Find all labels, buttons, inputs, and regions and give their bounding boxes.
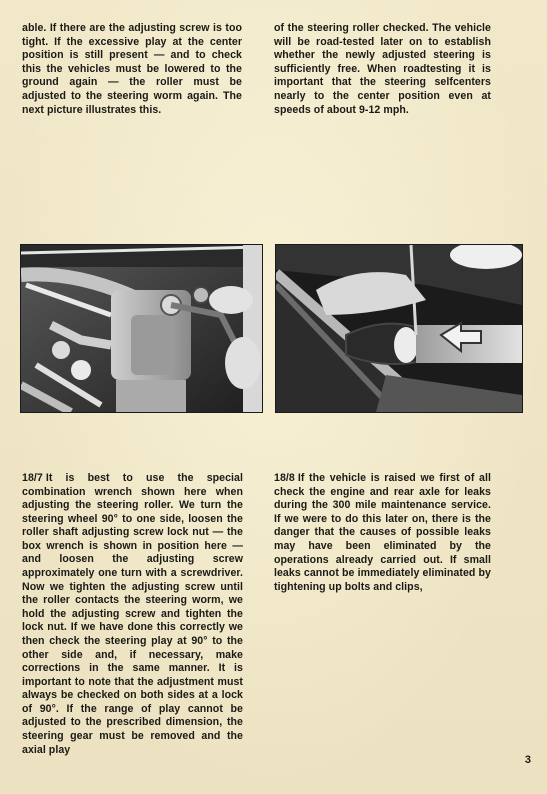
axle-inspection-photo <box>276 245 522 412</box>
steering-box-illustration <box>21 245 262 412</box>
top-left-paragraph <box>22 22 242 117</box>
section-18-7-text: It is best to use the special combination wrench shown here when adjusting the steering roller. We turn the steering wheel 90° to one side, loosen the roller shaft adjusting screw lock nut — the box wrench is shown in position here — and loosen the adjusting screw approximately one turn with a screwdriver. Now we tighten the adjusting screw until the roller contacts the steering worm, we hold the adjusting screw and tighten the lock nut. If we have done this correctly we then check the steering play at 90° to the other side and, if necessary, make corrections in the same manner. It is important to note that the adjustment must always be checked on both sides at a lock of 90°. If the range of play cannot be adjusted to the prescribed dimension, the steering gear must be removed and the axial play <box>22 472 243 756</box>
top-left-text: able. If there are the adjusting screw is too tight. If the excessive play at the center position is still present — and to check this the vehicles must be lowered to the ground again — the roller must be adjusted to the steering worm again. The next picture illustrates this. <box>22 22 242 116</box>
axle-inspection-illustration <box>276 245 522 412</box>
section-18-7-paragraph <box>22 472 243 757</box>
section-18-8 <box>274 472 491 594</box>
section-18-8-number: 18/8 <box>274 472 295 484</box>
section-18-8-text: If the vehicle is raised we first of all check the engine and rear axle for leaks during the 300 mile maintenance service. If we were to do this later on, there is the danger that the causes of possible leaks may have been eliminated by the operations already carried out. If small leaks cannot be immediately eliminated by tightening up bolts and clips, <box>274 472 491 593</box>
top-right-text: of the steering roller checked. The vehicle will be road-tested later on to establish whether the newly adjusted steering is sufficiently free. When roadtesting it is important that the steering selfcenters nearly to the center position even at speeds of about 9-12 mph. <box>274 22 491 116</box>
section-18-7 <box>22 472 243 757</box>
section-18-8-paragraph <box>274 472 491 594</box>
page-number: 3 <box>524 754 531 766</box>
steering-box-wrench-photo <box>21 245 262 412</box>
top-right-paragraph <box>274 22 491 117</box>
section-18-7-number: 18/7 <box>22 472 43 484</box>
